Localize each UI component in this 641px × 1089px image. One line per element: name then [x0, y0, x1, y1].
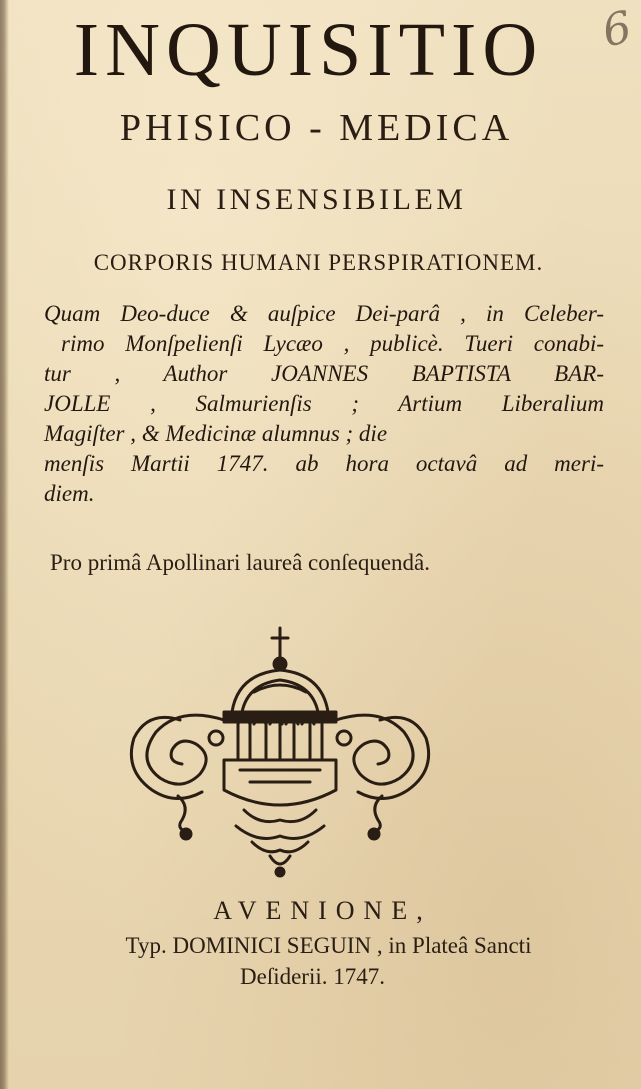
title-main: INQUISITIO — [73, 8, 544, 92]
handwritten-page-number: 6 — [598, 1, 636, 58]
thesis-description — [44, 299, 604, 509]
description-line-2: rimo Monſpelienſi Lycæo , publicè. Tueri conabi- — [61, 331, 604, 356]
description-line-4: JOLLE , Salmurienſis ; Artium Liberalium — [44, 391, 604, 416]
degree-purpose-line: Pro primâ Apollinari laureâ conſequendâ. — [50, 550, 431, 575]
title-subtitle: PHISICO - MEDICA — [119, 107, 514, 149]
description-line-5: Magiſter , & Medicinæ alumnus ; die — [44, 421, 388, 446]
description-line-1: Quam Deo-duce & auſpice Dei-parâ , in Celeber- — [44, 301, 604, 326]
description-line-7: diem. — [44, 481, 95, 506]
printer-emblem-icon — [120, 620, 440, 880]
title-line-4: CORPORIS HUMANI PERSPIRATIONEM. — [93, 250, 544, 275]
imprint-printer: Typ. DOMINICI SEGUIN , in Plateâ Sancti — [125, 933, 532, 958]
description-line-3: tur , Author JOANNES BAPTISTA BAR- — [44, 361, 604, 386]
title-line-3: IN INSENSIBILEM — [166, 183, 467, 216]
description-line-6: menſis Martii 1747. ab hora octavâ ad meri- — [44, 451, 604, 476]
imprint-place-year: Deſiderii. 1747. — [240, 964, 385, 989]
imprint-city: AVENIONE, — [213, 896, 432, 925]
